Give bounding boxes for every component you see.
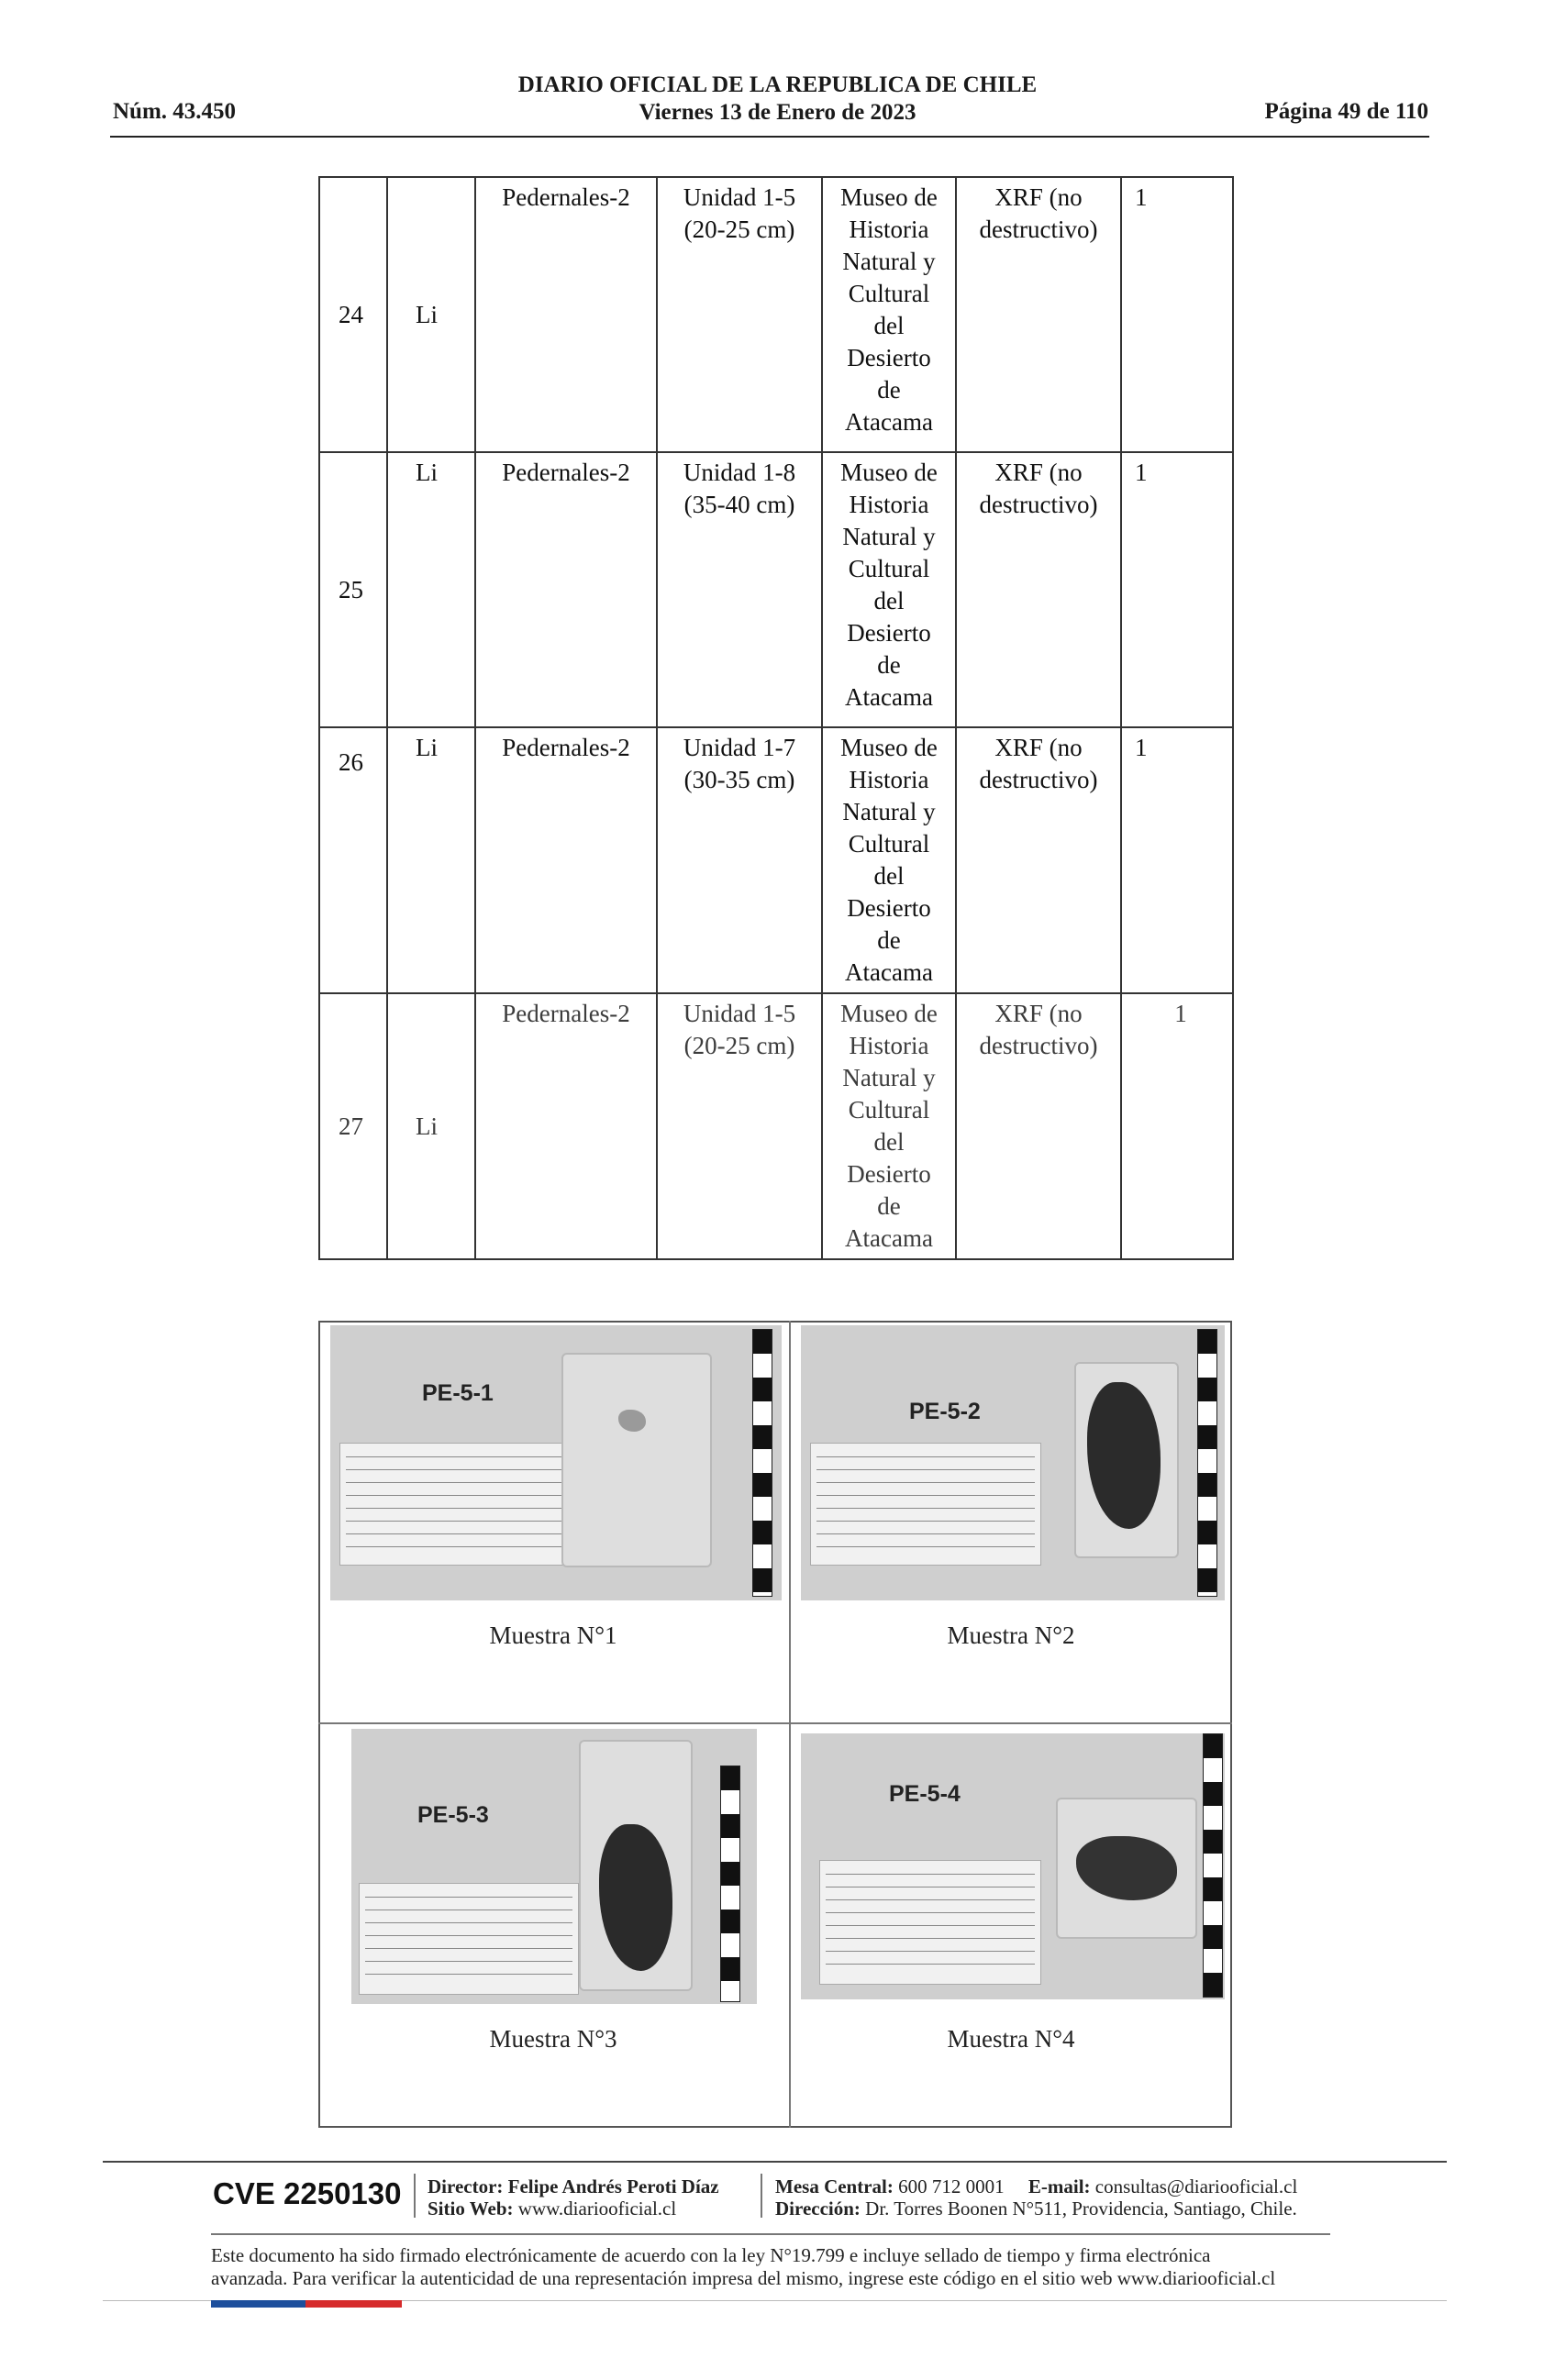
sample-bag (1074, 1362, 1179, 1558)
sample-code: PE-5-1 (422, 1380, 494, 1406)
footer-rule (211, 2233, 1330, 2235)
director-label: Director: (428, 2175, 504, 2197)
row-number: 26 (319, 727, 387, 993)
sample-bag (1056, 1798, 1197, 1939)
count-cell: 1 (1121, 727, 1233, 993)
legal-notice (211, 2244, 1358, 2290)
footer-contact-block (775, 2175, 1297, 2219)
unit-cell: Unidad 1-5 (20-25 cm) (657, 177, 822, 452)
flag-stripe-blue (211, 2300, 305, 2308)
sample-label-card (339, 1443, 569, 1566)
sample-code: PE-5-3 (417, 1802, 489, 1828)
sample-code: PE-5-4 (889, 1781, 961, 1807)
footer-separator (761, 2174, 762, 2218)
address-label: Dirección: (775, 2197, 861, 2219)
scale-bar (720, 1766, 740, 2002)
director-name: Felipe Andrés Peroti Díaz (507, 2175, 719, 2197)
issue-number: Núm. 43.450 (113, 99, 237, 124)
grid-divider-vertical (789, 1321, 791, 2128)
sample-code: PE-5-2 (909, 1399, 981, 1424)
unit-cell: Unidad 1-5 (20-25 cm) (657, 993, 822, 1259)
unit-cell: Unidad 1-8 (35-40 cm) (657, 452, 822, 727)
count-cell: 1 (1121, 993, 1233, 1259)
samples-table (318, 176, 1234, 1260)
table-row (319, 727, 1233, 993)
site-cell: Pedernales-2 (475, 452, 657, 727)
publication-date: Viernes 13 de Enero de 2023 (639, 100, 916, 125)
sample-caption: Muestra N°3 (489, 2025, 617, 2053)
web-label: Sitio Web: (428, 2197, 514, 2219)
site-cell: Pedernales-2 (475, 993, 657, 1259)
material-cell: Li (387, 452, 475, 727)
material-cell: Li (387, 177, 475, 452)
museum-cell: Museo de Historia Natural y Cultural del Desierto de Atacama (822, 727, 956, 993)
unit-cell: Unidad 1-7 (30-35 cm) (657, 727, 822, 993)
email-label: E-mail: (1027, 2175, 1091, 2197)
museum-cell: Museo de Historia Natural y Cultural del Desierto de Atacama (822, 452, 956, 727)
table-row (319, 452, 1233, 727)
museum-cell: Museo de Historia Natural y Cultural del Desierto de Atacama (822, 993, 956, 1259)
header-rule (110, 136, 1429, 138)
row-number: 25 (319, 452, 387, 727)
sample-caption: Muestra N°1 (489, 1622, 617, 1649)
row-number: 27 (319, 993, 387, 1259)
table-row (319, 993, 1233, 1259)
footer-rule (103, 2161, 1447, 2163)
scale-bar (752, 1329, 772, 1597)
web-link[interactable]: www.diariooficial.cl (517, 2197, 677, 2219)
row-number: 24 (319, 177, 387, 452)
analysis-cell: XRF (no destructivo) (956, 177, 1121, 452)
sample-bag (561, 1353, 712, 1567)
footer-separator (414, 2174, 416, 2218)
scale-bar (1197, 1329, 1217, 1597)
museum-cell: Museo de Historia Natural y Cultural del Desierto de Atacama (822, 177, 956, 452)
cve-code: CVE 2250130 (213, 2176, 402, 2210)
sample-bag (579, 1740, 693, 1991)
phone-number: 600 712 0001 (898, 2175, 1005, 2197)
sample-caption: Muestra N°2 (947, 1622, 1075, 1649)
sample-label-card (819, 1860, 1041, 1985)
legal-line: Este documento ha sido firmado electrónicamente de acuerdo con la ley N°19.799 e incluye sellado de tiempo y firma electrónica (211, 2244, 1211, 2266)
grid-divider-horizontal (318, 1722, 1232, 1724)
page-number: Página 49 de 110 (1264, 99, 1428, 124)
sample-label-card (810, 1443, 1041, 1566)
scale-bar (1203, 1733, 1223, 1998)
sample-label-card (359, 1883, 579, 1995)
email-link[interactable]: consultas@diariooficial.cl (1094, 2175, 1298, 2197)
sample-photo-2 (801, 1325, 1225, 1600)
site-cell: Pedernales-2 (475, 177, 657, 452)
address-text: Dr. Torres Boonen N°511, Providencia, Santiago, Chile. (865, 2197, 1297, 2219)
flag-stripe-red (305, 2300, 402, 2308)
site-cell: Pedernales-2 (475, 727, 657, 993)
material-cell: Li (387, 993, 475, 1259)
legal-line: avanzada. Para verificar la autenticidad de una representación impresa del mismo, ingrese este código en el sitio web www.diariooficial.cl (211, 2267, 1276, 2289)
analysis-cell: XRF (no destructivo) (956, 452, 1121, 727)
sample-photo-3 (351, 1729, 757, 2004)
analysis-cell: XRF (no destructivo) (956, 727, 1121, 993)
sample-caption: Muestra N°4 (947, 2025, 1075, 2053)
masthead (459, 72, 1096, 127)
table-row (319, 177, 1233, 452)
footer-director-block (428, 2175, 719, 2219)
phone-label: Mesa Central: (775, 2175, 894, 2197)
analysis-cell: XRF (no destructivo) (956, 993, 1121, 1259)
count-cell: 1 (1121, 177, 1233, 452)
sample-photo-1 (330, 1325, 782, 1600)
sample-photo-4 (801, 1733, 1225, 1999)
material-cell: Li (387, 727, 475, 993)
publication-title: DIARIO OFICIAL DE LA REPUBLICA DE CHILE (517, 72, 1038, 97)
count-cell: 1 (1121, 452, 1233, 727)
